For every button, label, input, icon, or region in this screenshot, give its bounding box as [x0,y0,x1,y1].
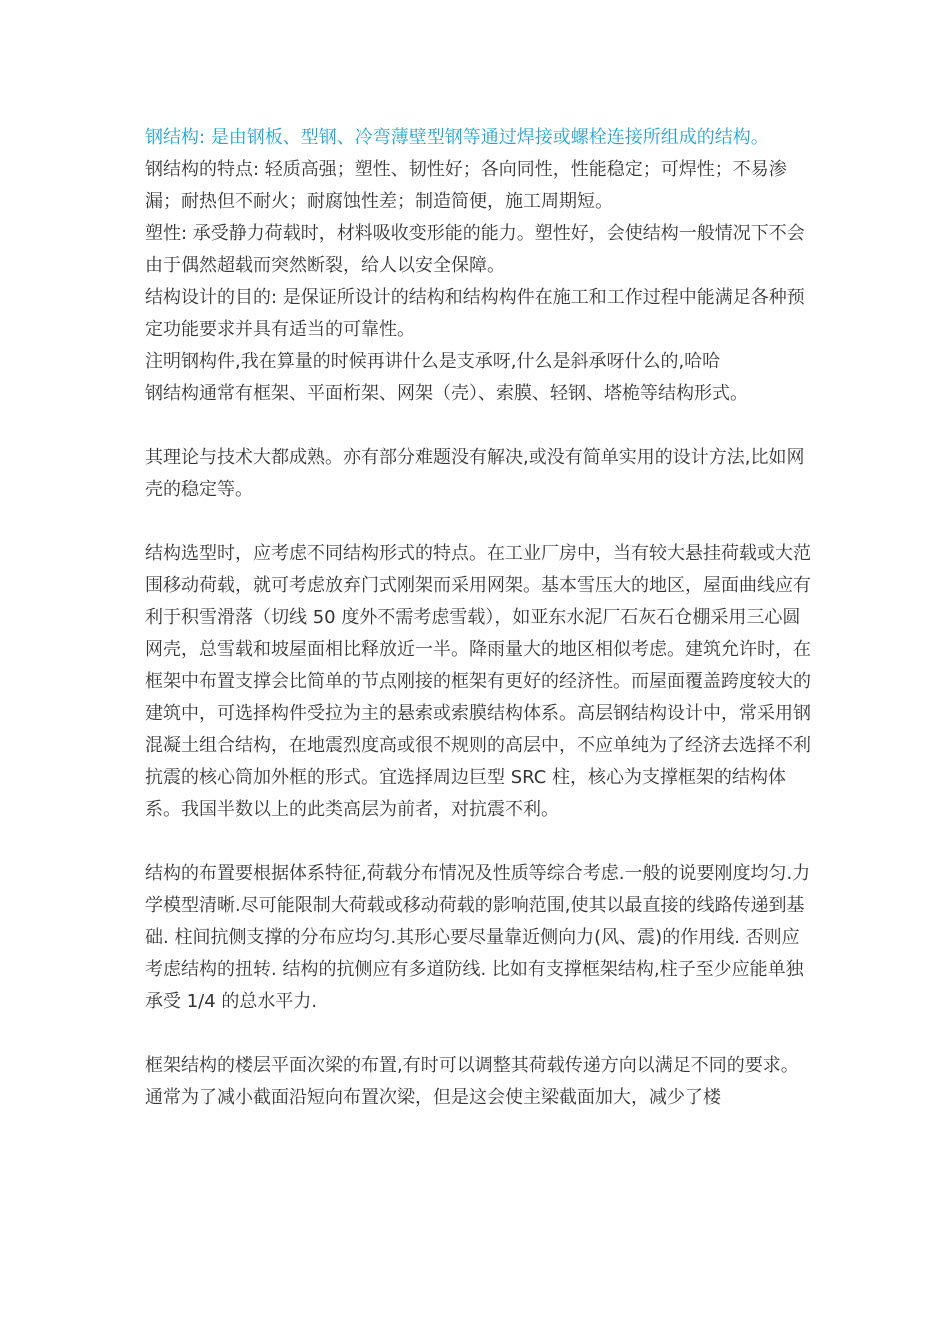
document-body [145,122,815,1114]
structure-layout: 结构的布置要根据体系特征,荷载分布情况及性质等综合考虑.一般的说要刚度均匀.力学模型清晰.尽可能限制大荷载或移动荷载的影响范围,使其以最直接的线路传递到基础. 柱间抗侧支撑的分布应均匀.其形心要尽量靠近侧向力(风、震)的作用线. 否则应考虑结构的扭转. 结构的抗侧应有多道防线. 比如有支撑框架结构,柱子至少应能单独承受 1/4 的总水平力. [145,863,811,1012]
structure-forms: 钢结构通常有框架、平面桁架、网架（壳）、索膜、轻钢、塔桅等结构形式。 [145,383,748,404]
design-purpose: 结构设计的目的: 是保证所设计的结构和结构构件在施工和工作过程中能满足各种预定功能要求并具有适当的可靠性。 [145,287,805,340]
secondary-beam-layout: 框架结构的楼层平面次梁的布置,有时可以调整其荷载传递方向以满足不同的要求。通常为了减小截面沿短向布置次梁，但是这会使主梁截面加大，减少了楼 [145,1055,799,1108]
plasticity-definition: 塑性: 承受静力荷载时，材料吸收变形能的能力。塑性好，会使结构一般情况下不会由于偶然超载而突然断裂，给人以安全保障。 [145,223,805,276]
structure-selection: 结构选型时，应考虑不同结构形式的特点。在工业厂房中，当有较大悬挂荷载或大范围移动荷载，就可考虑放弃门式刚架而采用网架。基本雪压大的地区，屋面曲线应有利于积雪滑落（切线 50 度外不需考虑雪载），如亚东水泥厂石灰石仓棚采用三心圆网壳，总雪载和坡屋面相比释放近一半。降雨量大的地区相似考虑。建筑允许时，在框架中布置支撑会比简单的节点刚接的框架有更好的经济性。而屋面覆盖跨度较大的建筑中，可选择构件受拉为主的悬索或索膜结构体系。高层钢结构设计中，常采用钢混凝土组合结构，在地震烈度高或很不规则的高层中，不应单纯为了经济去选择不利抗震的核心筒加外框的形式。宜选择周边巨型 SRC 柱，核心为支撑框架的结构体系。我国半数以上的此类高层为前者，对抗震不利。 [145,543,811,820]
steel-structure-definition: 钢结构: 是由钢板、型钢、冷弯薄壁型钢等通过焊接或螺栓连接所组成的结构。 [145,127,769,148]
steel-structure-features: 钢结构的特点: 轻质高强；塑性、韧性好；各向同性，性能稳定；可焊性；不易渗漏；耐热但不耐火；耐腐蚀性差；制造简便，施工周期短。 [145,159,787,212]
theory-maturity: 其理论与技术大都成熟。亦有部分难题没有解决,或没有简单实用的设计方法,比如网壳的稳定等。 [145,447,805,500]
steel-member-note: 注明钢构件,我在算量的时候再讲什么是支承呀,什么是斜承呀什么的,哈哈 [145,351,721,372]
